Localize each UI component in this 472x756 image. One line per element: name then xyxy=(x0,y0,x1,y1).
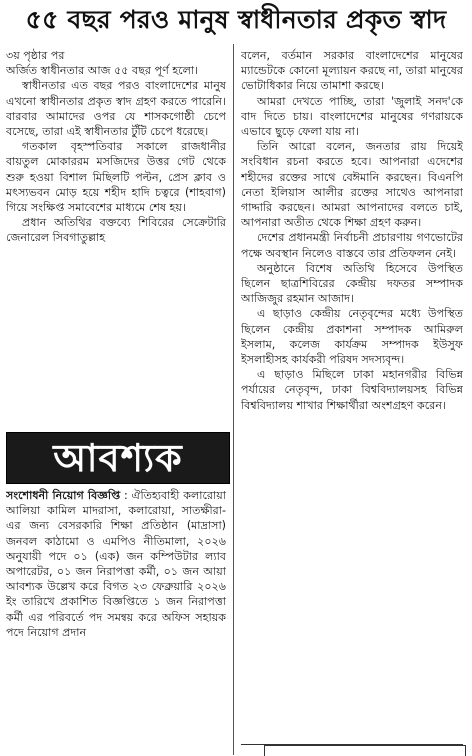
article-paragraph: অনুষ্ঠানে বিশেষ অতিথি হিসেবে উপস্থিত ছিলেন ছাত্রশিবিরের কেন্দ্রীয় দফতর সম্পাদক আজিজুর রহমান আজাদ। xyxy=(241,261,463,306)
article-paragraph: আমরা দেখতে পাচ্ছি, তারা 'জুলাই সনদ'কে বাদ দিতে চায়। বাংলাদেশের মানুষের গণরায়কে এভাবে ছুড়ে ফেলা যায় না। xyxy=(241,94,463,139)
article-paragraph: প্রধান অতিথির বক্তব্যে শিবিরের সেক্রেটারি জেনারেল সিবগাতুল্লাহ xyxy=(6,216,226,245)
article-paragraph: বলেন, বর্তমান সরকার বাংলাদেশের মানুষের ম্যান্ডেটকে কোনো মূল্যায়ন করছে না, তারা মানুষের ভোটাধিকার নিয়ে তামাশা করছে। xyxy=(241,49,463,93)
article-paragraph: দেশের প্রধানমন্ত্রী নির্বাচনী প্রচারণায় গণভোটের পক্ষে অবস্থান নিলেও বাস্তবে তার প্রতিফলন নেই। xyxy=(241,231,463,260)
left-column xyxy=(6,48,226,420)
article-paragraph: এ ছাড়াও মিছিলে ঢাকা মহানগরীর বিভিন্ন পর্যায়ের নেতৃবৃন্দ, ঢাকা বিশ্ববিদ্যালয়সহ বিভিন্ন বিশ্ববিদ্যালয় শাখার শিক্ষার্থীরা অংশগ্রহণ করেন। xyxy=(241,368,463,412)
article-paragraph: এ ছাড়াও কেন্দ্রীয় নেতৃবৃন্দের মধ্যে উপস্থিত ছিলেন কেন্দ্রীয় প্রকাশনা সম্পাদক আমিরুল ইসলাম, কলেজ কার্যক্রম সম্পাদক ইউসুফ ইসলাহীসহ কার্যকরী পরিষদ সদস্যবৃন্দ। xyxy=(241,307,463,367)
ad-title: সংশোধনী নিয়োগ বিজ্ঞপ্তি xyxy=(6,489,121,502)
classified-banner: আবশ্যক xyxy=(6,432,230,484)
article-paragraph: তিনি আরো বলেন, জনতার রায় দিয়েই সংবিধান রচনা করতে হবে। আপনারা এদেশের শহীদের রক্তের সাথে বেঈমানি করছেন। বিএনপি নেতা ইলিয়াস আলীর রক্তের সাথেও আপনারা গাদ্দারি করছেন। আমরা আপনাদের বলতে চাই, আপনারা অতীত থেকে শিক্ষা গ্রহণ করুন। xyxy=(241,140,463,230)
right-column xyxy=(241,48,463,753)
column-divider xyxy=(233,44,234,755)
ad-body: : ঐতিহ্যবাহী কলারোয়া আলিয়া কামিল মাদরাসা, কলারোয়া, সাতক্ষীরা-এর জন্য বেসরকারি শিক্ষা প্রতিষ্ঠান (মাদ্রাসা) জনবল কাঠামো ও এমপিও নীতিমালা, ২০২৬ অনুযায়ী পদে ০১ (এক) জন কম্পিউটার ল্যাব অপারেটর, ০১ জন নিরাপত্তা কর্মী, ০১ জন আয়া আবশ্যক উল্লেখ করে বিগত ২৩ ফেব্রুয়ারি ২০২৬ ইং তারিখে প্রকাশিত বিজ্ঞপ্তিতে ১ জন নিরাপত্তা কর্মী এর পরিবর্তে পদ সমন্বয় করে অফিস সহায়ক পদে নিয়োগ প্রদান xyxy=(6,489,226,639)
continued-from: ৩য় পৃষ্ঠার পর xyxy=(6,49,65,62)
article-paragraph: অর্জিত স্বাধীনতার আজ ৫৫ বছর পূর্ণ হলো। xyxy=(6,64,199,78)
next-item-frame xyxy=(264,745,466,756)
article-paragraph: স্বাধীনতার এত বছর পরও বাংলাদেশের মানুষ এখনো স্বাধীনতার প্রকৃত স্বাদ গ্রহণ করতে পারেনি। বারবার আমাদের ওপর যে শাসকগোষ্ঠী চেপে বসেছে, তারা এই স্বাধীনতার টুঁটি চেপে ধরেছে। xyxy=(6,79,226,139)
headline: ৫৫ বছর পরও মানুষ স্বাধীনতার প্রকৃত স্বাদ xyxy=(25,5,447,34)
article-paragraph: গতকাল বৃহস্পতিবার সকালে রাজধানীর বায়তুল মোকাররম মসজিদের উত্তর গেট থেকে শুরু হওয়া বিশাল মিছিলটি পল্টন, প্রেস ক্লাব ও মৎস্যভবন মোড় হয়ে শহীদ হাদি চত্বরে (শাহবাগ) গিয়ে সংক্ষিপ্ত সমাবেশের মাধ্যমে শেষ হয়। xyxy=(6,140,226,215)
classified-ad xyxy=(6,488,226,755)
